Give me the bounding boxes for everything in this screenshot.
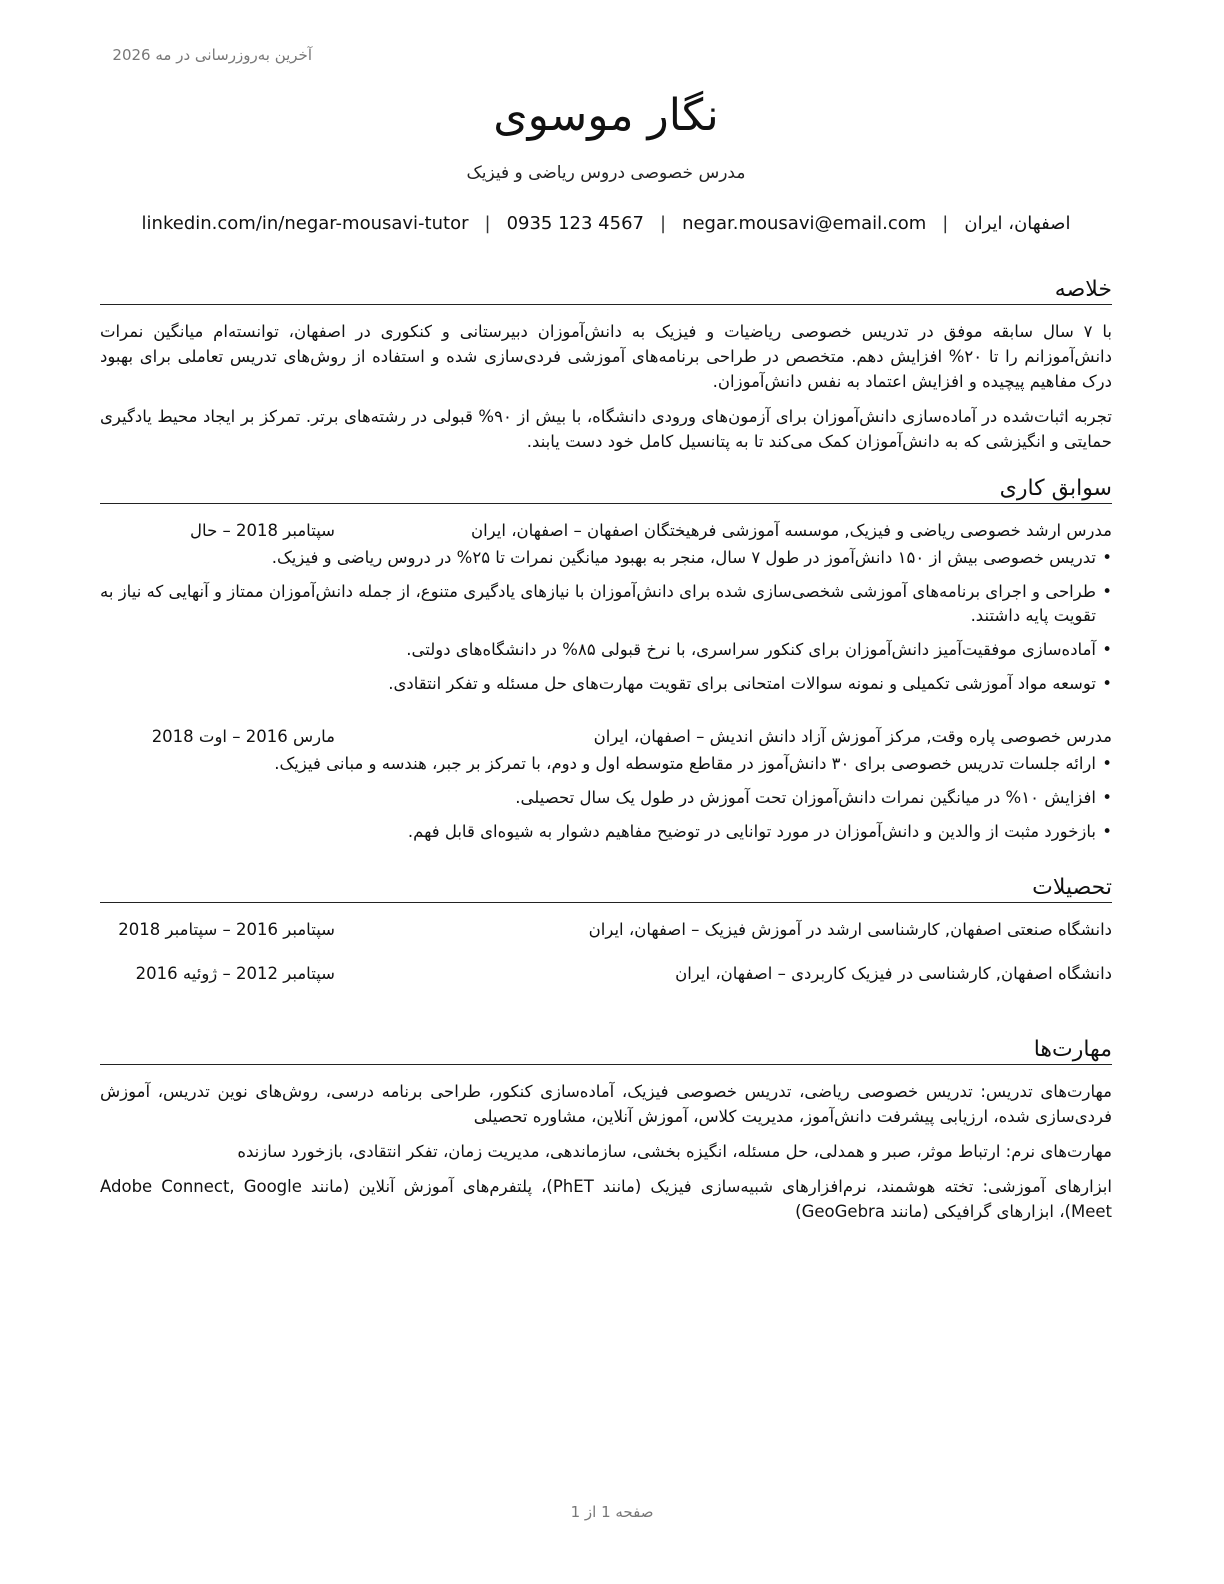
contact-linkedin[interactable]: linkedin.com/in/negar-mousavi-tutor [141,212,469,234]
candidate-name: نگار موسوی [493,90,719,141]
page-number: صفحه 1 از 1 [570,1503,654,1521]
job-bullets [100,546,1112,696]
education-degree: دانشگاه اصفهان, کارشناسی در فیزیک کاربردی – اصفهان، ایران [675,964,1112,983]
job-role-org: مدرس خصوصی پاره وقت, مرکز آموزش آزاد دانش اندیش – اصفهان، ایران [593,727,1112,746]
education-heading: تحصیلات [100,874,1112,903]
skills-section [100,1036,1112,1224]
contact-separator: | [942,212,949,234]
contact-email[interactable]: negar.mousavi@email.com [682,212,927,234]
contact-separator: | [484,212,491,234]
experience-heading: سوابق کاری [100,475,1112,504]
job-bullets [100,752,1112,844]
education-dates: سپتامبر 2016 – سپتامبر 2018 [118,920,335,939]
job-bullet: • افزایش ۱۰% در میانگین نمرات دانش‌آموزان تحت آموزش در طول یک سال تحصیلی. [100,786,1112,810]
resume-header [100,90,1112,234]
contact-phone[interactable]: 0935 123 4567 [506,212,644,234]
job-bullet: • طراحی و اجرای برنامه‌های آموزشی شخصی‌سازی شده برای دانش‌آموزان با نیازهای یادگیری متنوع، از جمله دانش‌آموزان ممتاز و آنهایی که نیاز به تقویت پایه داشتند. [100,580,1112,628]
education-entry [100,961,1112,987]
job-header [100,518,1112,544]
contact-line [100,213,1112,234]
education-entry [100,917,1112,943]
job-dates: سپتامبر 2018 – حال [190,521,335,540]
summary-heading: خلاصه [100,276,1112,305]
job-entry [100,518,1112,696]
job-entry [100,724,1112,844]
last-updated: آخرین به‌روزرسانی در مه 2026 [112,46,312,64]
job-bullet: • ارائه جلسات تدریس خصوصی برای ۳۰ دانش‌آموز در مقاطع متوسطه اول و دوم، با تمرکز بر جبر، هندسه و مبانی فیزیک. [100,752,1112,776]
skills-line: مهارت‌های نرم: ارتباط موثر، صبر و همدلی، حل مسئله، انگیزه بخشی، سازماندهی، مدیریت زمان، تفکر انتقادی، بازخورد سازنده [237,1142,1112,1161]
resume-page [100,0,1112,1584]
skills-heading: مهارت‌ها [100,1036,1112,1065]
skills-line: ابزارهای آموزشی: تخته هوشمند، نرم‌افزارهای شبیه‌سازی فیزیک (مانند PhET)، پلتفرم‌های آموزش آنلاین (مانند Adobe Connect, Google Meet)، ابزارهای گرافیکی (مانند GeoGebra) [100,1177,1112,1221]
contact-location: اصفهان، ایران [964,212,1071,234]
summary-paragraph: با ۷ سال سابقه موفق در تدریس خصوصی ریاضیات و فیزیک به دانش‌آموزان دبیرستانی و کنکوری در اصفهان، توانسته‌ام میانگین نمرات دانش‌آموزانم را تا ۲۰% افزایش دهم. متخصص در طراحی برنامه‌های آموزشی فردی‌سازی شده و استفاده از روش‌های تدریس تعاملی برای بهبود درک مفاهیم پیچیده و افزایش اعتماد به نفس دانش‌آموزان. [100,322,1112,391]
job-bullet: • تدریس خصوصی بیش از ۱۵۰ دانش‌آموز در طول ۷ سال، منجر به بهبود میانگین نمرات تا ۲۵% در دروس ریاضی و فیزیک. [100,546,1112,570]
job-bullet: • توسعه مواد آموزشی تکمیلی و نمونه سوالات امتحانی برای تقویت مهارت‌های حل مسئله و تفکر انتقادی. [100,672,1112,696]
education-degree: دانشگاه صنعتی اصفهان, کارشناسی ارشد در آموزش فیزیک – اصفهان، ایران [588,920,1112,939]
summary-section [100,276,1112,454]
job-bullet: • آماده‌سازی موفقیت‌آمیز دانش‌آموزان برای کنکور سراسری، با نرخ قبولی ۸۵% در دانشگاه‌های دولتی. [100,638,1112,662]
job-role-org: مدرس ارشد خصوصی ریاضی و فیزیک, موسسه آموزشی فرهیختگان اصفهان – اصفهان، ایران [470,521,1112,540]
education-section [100,874,1112,987]
skills-line: مهارت‌های تدریس: تدریس خصوصی ریاضی، تدریس خصوصی فیزیک، آماده‌سازی کنکور، طراحی برنامه درسی، روش‌های نوین تدریس، آموزش فردی‌سازی شده، ارزیابی پیشرفت دانش‌آموز، مدیریت کلاس، آموزش آنلاین، مشاوره تحصیلی [100,1082,1112,1126]
education-dates: سپتامبر 2012 – ژوئیه 2016 [135,964,335,983]
experience-section [100,475,1112,854]
candidate-title: مدرس خصوصی دروس ریاضی و فیزیک [466,162,746,183]
job-dates: مارس 2016 – اوت 2018 [151,727,335,746]
job-header [100,724,1112,750]
summary-paragraph: تجربه اثبات‌شده در آماده‌سازی دانش‌آموزان برای آزمون‌های ورودی دانشگاه، با بیش از ۹۰% قبولی در رشته‌های برتر. تمرکز بر ایجاد محیط یادگیری حمایتی و انگیزشی که به دانش‌آموزان کمک می‌کند تا به پتانسیل کامل خود دست یابند. [100,407,1113,451]
contact-separator: | [659,212,667,234]
job-bullet: • بازخورد مثبت از والدین و دانش‌آموزان در مورد توانایی در توضیح مفاهیم دشوار به شیوه‌ای قابل فهم. [100,820,1112,844]
